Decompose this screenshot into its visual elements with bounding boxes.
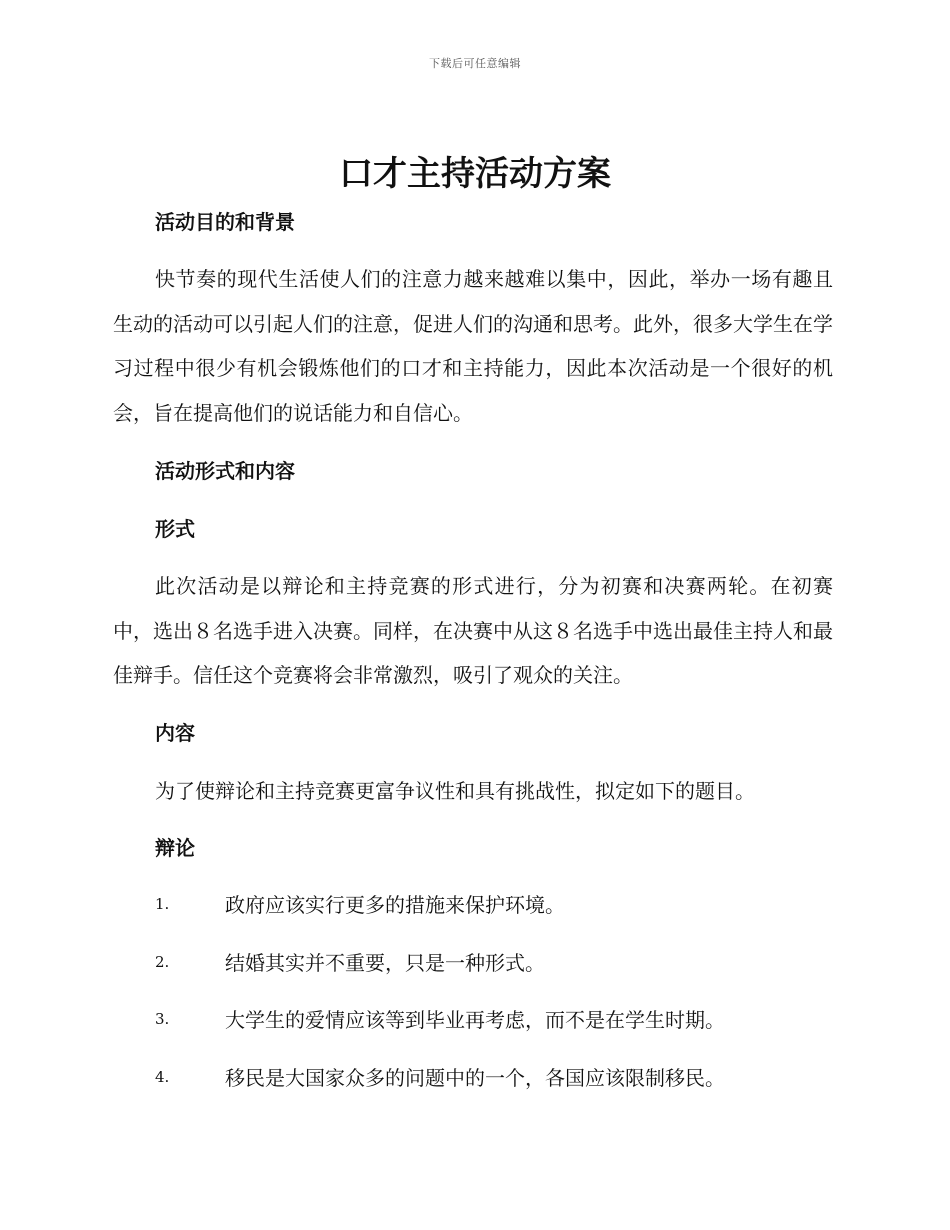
list-item-text: 结婚其实并不重要，只是一种形式。 bbox=[225, 951, 545, 975]
page-header-note: 下载后可任意编辑 bbox=[429, 57, 521, 70]
section-heading-purpose: 活动目的和背景 bbox=[155, 210, 295, 234]
list-item-text: 移民是大国家众多的问题中的一个，各国应该限制移民。 bbox=[225, 1066, 725, 1090]
list-item-number: 1. bbox=[155, 895, 170, 913]
subheading-form: 形式 bbox=[155, 517, 195, 541]
list-item-text: 大学生的爱情应该等到毕业再考虑，而不是在学生时期。 bbox=[225, 1008, 725, 1032]
list-item bbox=[155, 949, 855, 979]
list-item bbox=[155, 1006, 855, 1036]
list-item-number: 4. bbox=[155, 1068, 170, 1086]
list-item-number: 2. bbox=[155, 953, 170, 971]
list-item bbox=[155, 1064, 855, 1094]
list-item-text: 政府应该实行更多的措施来保护环境。 bbox=[225, 893, 565, 917]
subheading-debate: 辩论 bbox=[155, 836, 195, 860]
document-title: 口才主持活动方案 bbox=[339, 154, 611, 194]
content-paragraph: 为了使辩论和主持竞赛更富争议性和具有挑战性，拟定如下的题目。 bbox=[155, 779, 755, 803]
purpose-paragraph: 快节奏的现代生活使人们的注意力越来越难以集中，因此，举办一场有趣且生动的活动可以引起人们的注意，促进人们的沟通和思考。此外，很多大学生在学习过程中很少有机会锻炼他们的口才和主持能力，因此本次活动是一个很好的机会，旨在提高他们的说话能力和自信心。 bbox=[113, 267, 833, 425]
subheading-content: 内容 bbox=[155, 721, 195, 745]
section-heading-format-content: 活动形式和内容 bbox=[155, 459, 295, 483]
list-item-number: 3. bbox=[155, 1010, 170, 1028]
form-paragraph: 此次活动是以辩论和主持竞赛的形式进行，分为初赛和决赛两轮。在初赛中，选出８名选手进入决赛。同样，在决赛中从这８名选手中选出最佳主持人和最佳辩手。信任这个竞赛将会非常激烈，吸引了观众的关注。 bbox=[113, 574, 833, 687]
list-item bbox=[155, 891, 855, 921]
